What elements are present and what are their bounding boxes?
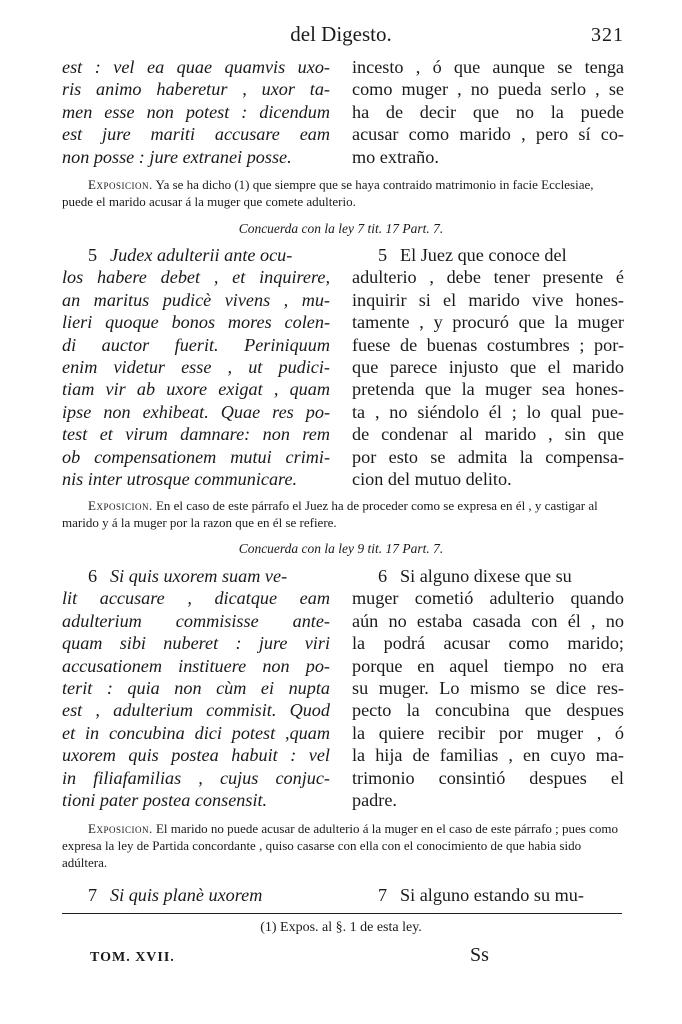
spanish-line: la podrá acusar como marido; bbox=[352, 633, 624, 654]
exposition-2 bbox=[62, 497, 622, 531]
latin-line: ris animo haberetur , uxor ta- bbox=[62, 79, 330, 100]
spanish-line: aún no estaba casada con él , no bbox=[352, 610, 624, 631]
latin-first-line: 7 Si quis planè uxorem bbox=[88, 885, 263, 905]
exposition-text: Ya se ha dicho (1) que siempre que se haya contraido matrimonio in facie Ecclesiae, puede el marido acusar á la muger que comete adulterio. bbox=[62, 177, 594, 209]
latin-line: lieri quoque bonos mores colen- bbox=[62, 312, 330, 333]
latin-line: est : vel ea quae quamvis uxo- bbox=[62, 57, 330, 77]
spanish-line: incesto , ó que aunque se tenga bbox=[352, 57, 624, 77]
paragraph-number: 6 bbox=[88, 566, 98, 586]
spanish-line: pretenda que la muger sea hones- bbox=[352, 379, 624, 400]
spanish-line: trimonio consintió despues el bbox=[352, 767, 624, 788]
exposition-1 bbox=[62, 176, 622, 210]
latin-line: lit accusare , dicatque eam bbox=[62, 588, 330, 609]
spanish-column bbox=[352, 565, 624, 811]
spanish-line: por esto se admita la compensa- bbox=[352, 446, 624, 467]
spanish-line: pecto la concubina que despues bbox=[352, 700, 624, 721]
paragraph-number: 7 bbox=[88, 885, 98, 905]
concordance-note-2: Concuerda con la ley 9 tit. 17 Part. 7. bbox=[238, 541, 444, 556]
spanish-column bbox=[352, 884, 624, 906]
latin-line: men esse non potest : dicendum bbox=[62, 101, 330, 122]
spanish-first-line: 5 El Juez que conoce del bbox=[378, 245, 567, 265]
latin-line: est , adulterium commisit. Quod bbox=[62, 700, 330, 721]
concordance-note-1: Concuerda con la ley 7 tit. 17 Part. 7. bbox=[238, 221, 444, 236]
latin-line: an maritus pudicè vivens , mu- bbox=[62, 289, 330, 310]
spanish-column bbox=[352, 244, 624, 490]
paragraph-number: 5 bbox=[378, 245, 388, 265]
running-title: del Digesto. bbox=[290, 22, 392, 46]
latin-line: et in concubina dici potest ,quam bbox=[62, 722, 330, 743]
latin-line: tiam vir ab uxore exigat , quam bbox=[62, 379, 330, 400]
paragraph-number: 7 bbox=[378, 885, 388, 905]
latin-column bbox=[62, 56, 330, 168]
latin-line: accusationem instituere non po- bbox=[62, 655, 330, 676]
latin-line: non posse : jure extranei posse. bbox=[62, 146, 292, 167]
spanish-line: cion del mutuo delito. bbox=[352, 468, 512, 489]
page-number: 321 bbox=[591, 24, 624, 46]
spanish-line: ta , no siéndolo él ; lo qual pue- bbox=[352, 401, 624, 422]
spanish-first-line: 7 Si alguno estando su mu- bbox=[378, 885, 584, 905]
spanish-line: la hija de familias , en cuyo ma- bbox=[352, 745, 624, 766]
exposition-3 bbox=[62, 820, 622, 871]
spanish-line: tamente , y procuró que la muger bbox=[352, 312, 624, 333]
latin-line: ob compensationem mutui crimi- bbox=[62, 446, 330, 467]
footnote: (1) Expos. al §. 1 de esta ley. bbox=[260, 920, 422, 935]
latin-column bbox=[62, 565, 330, 811]
spanish-line: su muger. Lo mismo se dice res- bbox=[352, 677, 624, 698]
spanish-line: de condenar al marido , sin que bbox=[352, 424, 624, 445]
latin-first-line: 6 Si quis uxorem suam ve- bbox=[88, 566, 288, 586]
spanish-line: acusar como marido , pero sí co- bbox=[352, 124, 624, 145]
latin-line: adulterium commisisse ante- bbox=[62, 610, 330, 631]
latin-column bbox=[62, 244, 330, 490]
spanish-line: adulterio , debe tener presente é bbox=[352, 267, 624, 288]
latin-line: nis inter utrosque communicare. bbox=[62, 468, 298, 489]
latin-line: terit : quia non cùm ei nupta bbox=[62, 677, 330, 698]
latin-line: ipse non exhibeat. Quae res po- bbox=[62, 401, 330, 422]
paragraph-number: 6 bbox=[378, 566, 388, 586]
latin-first-line: 5 Judex adulterii ante ocu- bbox=[88, 245, 293, 265]
volume-label: TOM. XVII. bbox=[90, 950, 175, 965]
latin-column bbox=[62, 884, 330, 906]
spanish-first-line: 6 Si alguno dixese que su bbox=[378, 566, 572, 586]
latin-line: enim videtur esse , ut pudici- bbox=[62, 356, 330, 377]
signature-mark: Ss bbox=[470, 944, 489, 966]
spanish-line: ha de decir que no la puede bbox=[352, 101, 624, 122]
latin-line: quam sibi nuberet : jure viri bbox=[62, 633, 330, 654]
spanish-line: que parece injusto que el marido bbox=[352, 356, 624, 377]
latin-line: tioni pater postea consensit. bbox=[62, 789, 268, 810]
latin-line: test et virum damnare: non rem bbox=[62, 424, 330, 445]
exposition-text: El marido no puede acusar de adulterio á la muger en el caso de este párrafo ; pues como expresa la ley de Partida concordante , quiso casarse con ella con el conocimiento de que habia sido adúltera. bbox=[62, 821, 618, 870]
exposition-label: Exposicion. bbox=[88, 498, 153, 513]
exposition-text: En el caso de este párrafo el Juez ha de proceder como se expresa en él , y castigar al marido y á la muger por la razon que en él se refiere. bbox=[62, 498, 598, 530]
latin-line: in filiafamilias , cujus conjuc- bbox=[62, 767, 330, 788]
spanish-line: fuese de buenas costumbres ; por- bbox=[352, 334, 624, 355]
spanish-line: padre. bbox=[352, 789, 397, 810]
exposition-label: Exposicion. bbox=[88, 177, 153, 192]
spanish-line: mo extraño. bbox=[352, 146, 439, 167]
exposition-label: Exposicion. bbox=[88, 821, 153, 836]
running-header bbox=[0, 22, 682, 48]
spanish-line: muger cometió adulterio quando bbox=[352, 588, 624, 609]
footnote-rule bbox=[62, 913, 622, 914]
spanish-line: la quiere recibir por muger , ó bbox=[352, 722, 624, 743]
latin-line: est jure mariti accusare eam bbox=[62, 124, 330, 145]
spanish-column bbox=[352, 56, 624, 168]
spanish-line: como muger , no pueda serlo , se bbox=[352, 79, 624, 100]
latin-line: di auctor fuerit. Periniquum bbox=[62, 334, 330, 355]
latin-line: los habere debet , et inquirere, bbox=[62, 267, 330, 288]
paragraph-number: 5 bbox=[88, 245, 98, 265]
spanish-line: porque en aquel tiempo no era bbox=[352, 655, 624, 676]
spanish-line: inquirir si el marido vive hones- bbox=[352, 289, 624, 310]
latin-line: uxorem quis postea habuit : vel bbox=[62, 745, 330, 766]
